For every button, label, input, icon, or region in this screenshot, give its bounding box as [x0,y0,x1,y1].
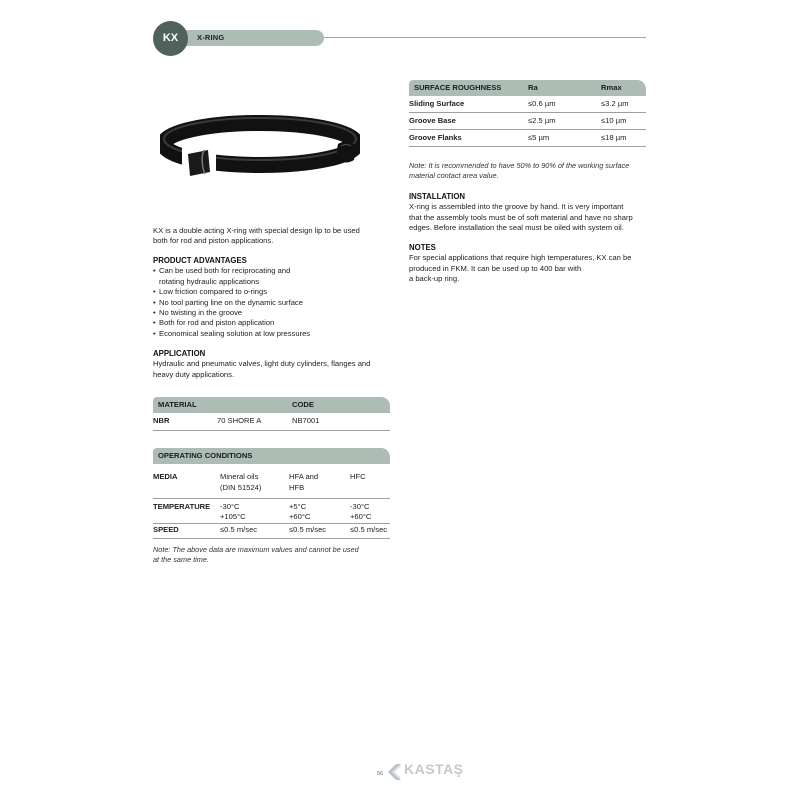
material-table [153,397,390,431]
table-row: Sliding Surface ≤0.6 µm ≤3.2 µm [409,96,646,113]
surface-roughness-table [409,80,646,147]
installation-section: INSTALLATION X-ring is assembled into the groove by hand. It is very important that the assembly tools must be of soft material and have no sharp edges. Before installation the seal must be oiled with system oil. [409,192,649,234]
application-heading: APPLICATION [153,349,206,358]
table-row-temperature: TEMPERATURE -30°C +105°C +5°C +60°C -30°C +60°C [153,499,390,524]
page-number: 56 [377,771,384,777]
kastas-logo-icon [386,762,404,782]
list-item: • Both for rod and piston application [153,318,389,328]
application-section: APPLICATION Hydraulic and pneumatic valves, light duty cylinders, flanges and heavy duty applications. [153,349,389,380]
list-item: • No tool parting line on the dynamic surface [153,298,389,308]
product-advantages-section [153,256,389,339]
installation-heading: INSTALLATION [409,192,466,201]
table-row-media: MEDIA Mineral oils (DIN 51524) HFA and HFB HFC [153,464,390,499]
x-ring-product-image [160,114,360,186]
column-header-rmax: Rmax [601,83,622,92]
notes-section: NOTES For special applications that require high temperatures, KX can be produced in FKM. It can be used up to 400 bar with a back-up ring. [409,243,649,285]
column-header-ra: Ra [528,83,538,92]
table-row-speed: SPEED ≤0.5 m/sec ≤0.5 m/sec ≤0.5 m/sec [153,524,390,539]
list-item-continuation: rotating hydraulic applications [159,276,260,286]
brand-logo: KASTAŞ [404,761,464,777]
table-row: Groove Base ≤2.5 µm ≤10 µm [409,113,646,130]
product-code-badge [153,21,188,56]
page-title: X-RING [197,33,225,42]
operating-conditions-table [153,448,390,539]
surface-roughness-note: Note: It is recommended to have 50% to 90% of the working surface material contact area value. [409,161,630,180]
column-header-code: CODE [292,400,314,409]
notes-heading: NOTES [409,243,436,252]
list-item: • No twisting in the groove [153,308,389,318]
product-advantages-list [153,266,389,339]
material-table-header [153,397,390,413]
product-advantages-heading: PRODUCT ADVANTAGES [153,256,247,265]
product-code: KX [162,32,179,45]
operating-conditions-note: Note: The above data are maximum values and cannot be used at the same time. [153,545,359,564]
intro-text: KX is a double acting X-ring with special design lip to be used both for rod and piston applications. [153,226,360,246]
list-item: • Low friction compared to o-rings [153,287,389,297]
table-row: Groove Flanks ≤5 µm ≤18 µm [409,130,646,147]
header-rule [320,37,646,38]
list-item: • Can be used both for reciprocating and [153,266,389,276]
operating-conditions-header: OPERATING CONDITIONS [153,448,390,464]
surface-roughness-header [409,80,646,96]
table-row: NBR 70 SHORE A NB7001 [153,413,390,431]
list-item: • Economical sealing solution at low pressures [153,329,389,339]
column-header-material: MATERIAL [158,400,197,409]
column-header-surface: SURFACE ROUGHNESS [414,83,502,92]
